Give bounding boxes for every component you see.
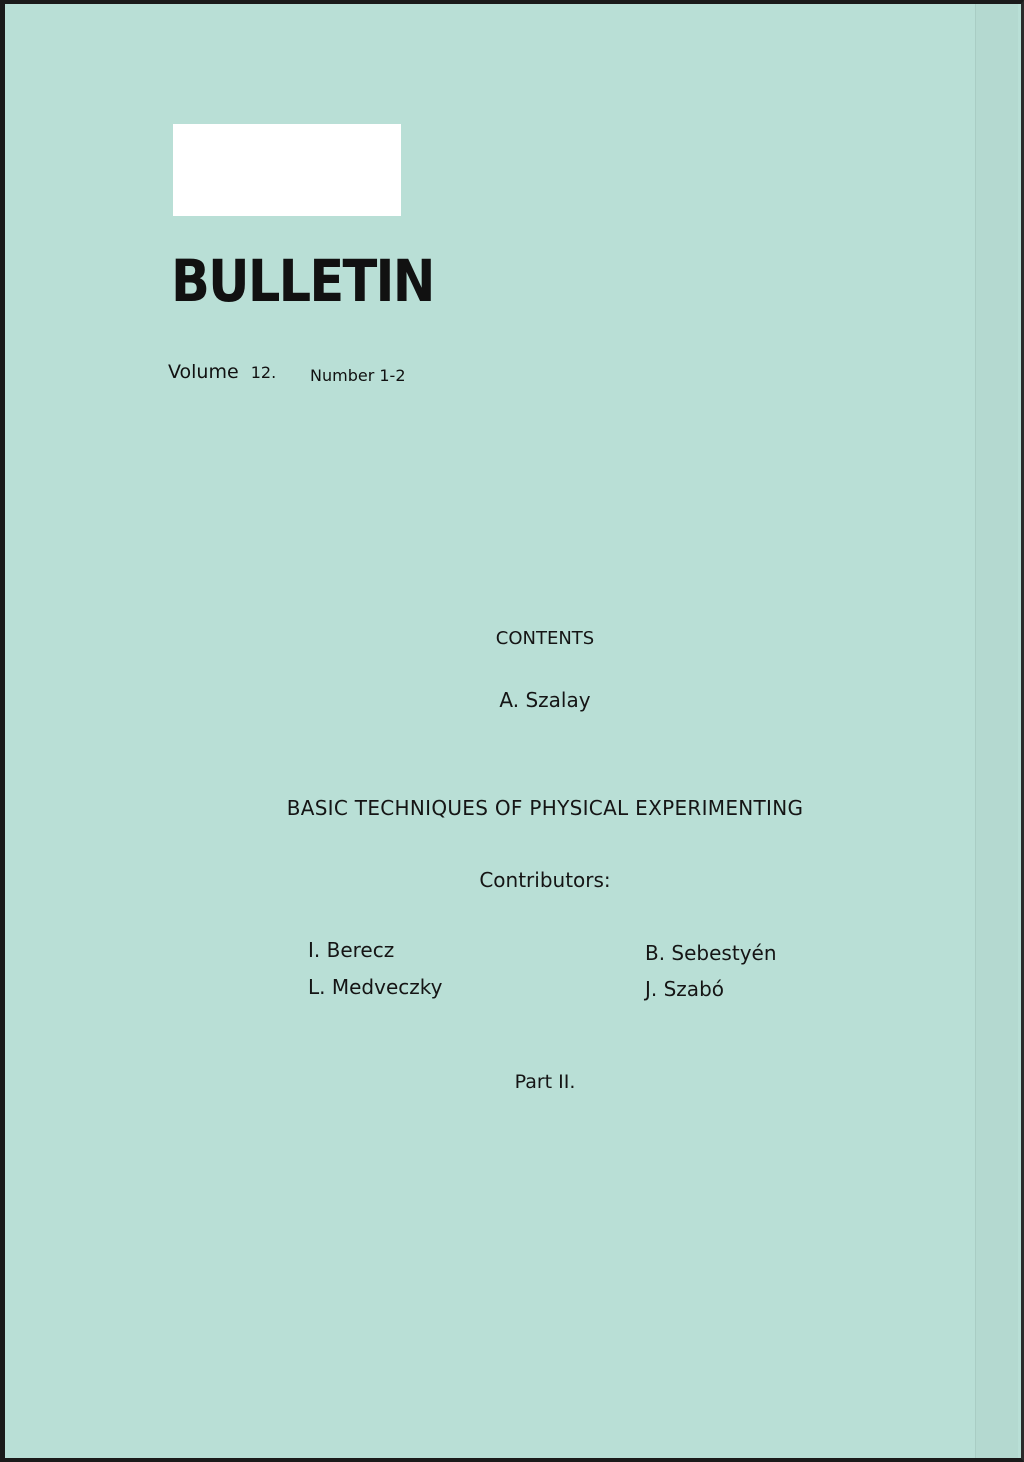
publication-title: BASIC TECHNIQUES OF PHYSICAL EXPERIMENTING [286,796,804,820]
contributor-berecz: I. Berecz [308,938,395,962]
part-label: Part II. [514,1071,576,1093]
issue-number: Number 1-2 [310,366,406,385]
contributor-sebestyen: B. Sebestyén [645,941,777,965]
contributor-medveczky: L. Medveczky [308,975,443,999]
contents-heading: CONTENTS [495,628,595,649]
volume-number: 12. [250,363,277,382]
contributor-szabo: J. Szabó [645,977,724,1001]
volume-line [168,361,276,383]
contributors-label: Contributors: [479,868,611,892]
cover-spine [975,4,1018,1458]
bulletin-title: BULLETIN [171,247,434,315]
blank-label-box [173,124,401,216]
volume-label: Volume [168,361,239,383]
author-name: A. Szalay [499,688,591,712]
